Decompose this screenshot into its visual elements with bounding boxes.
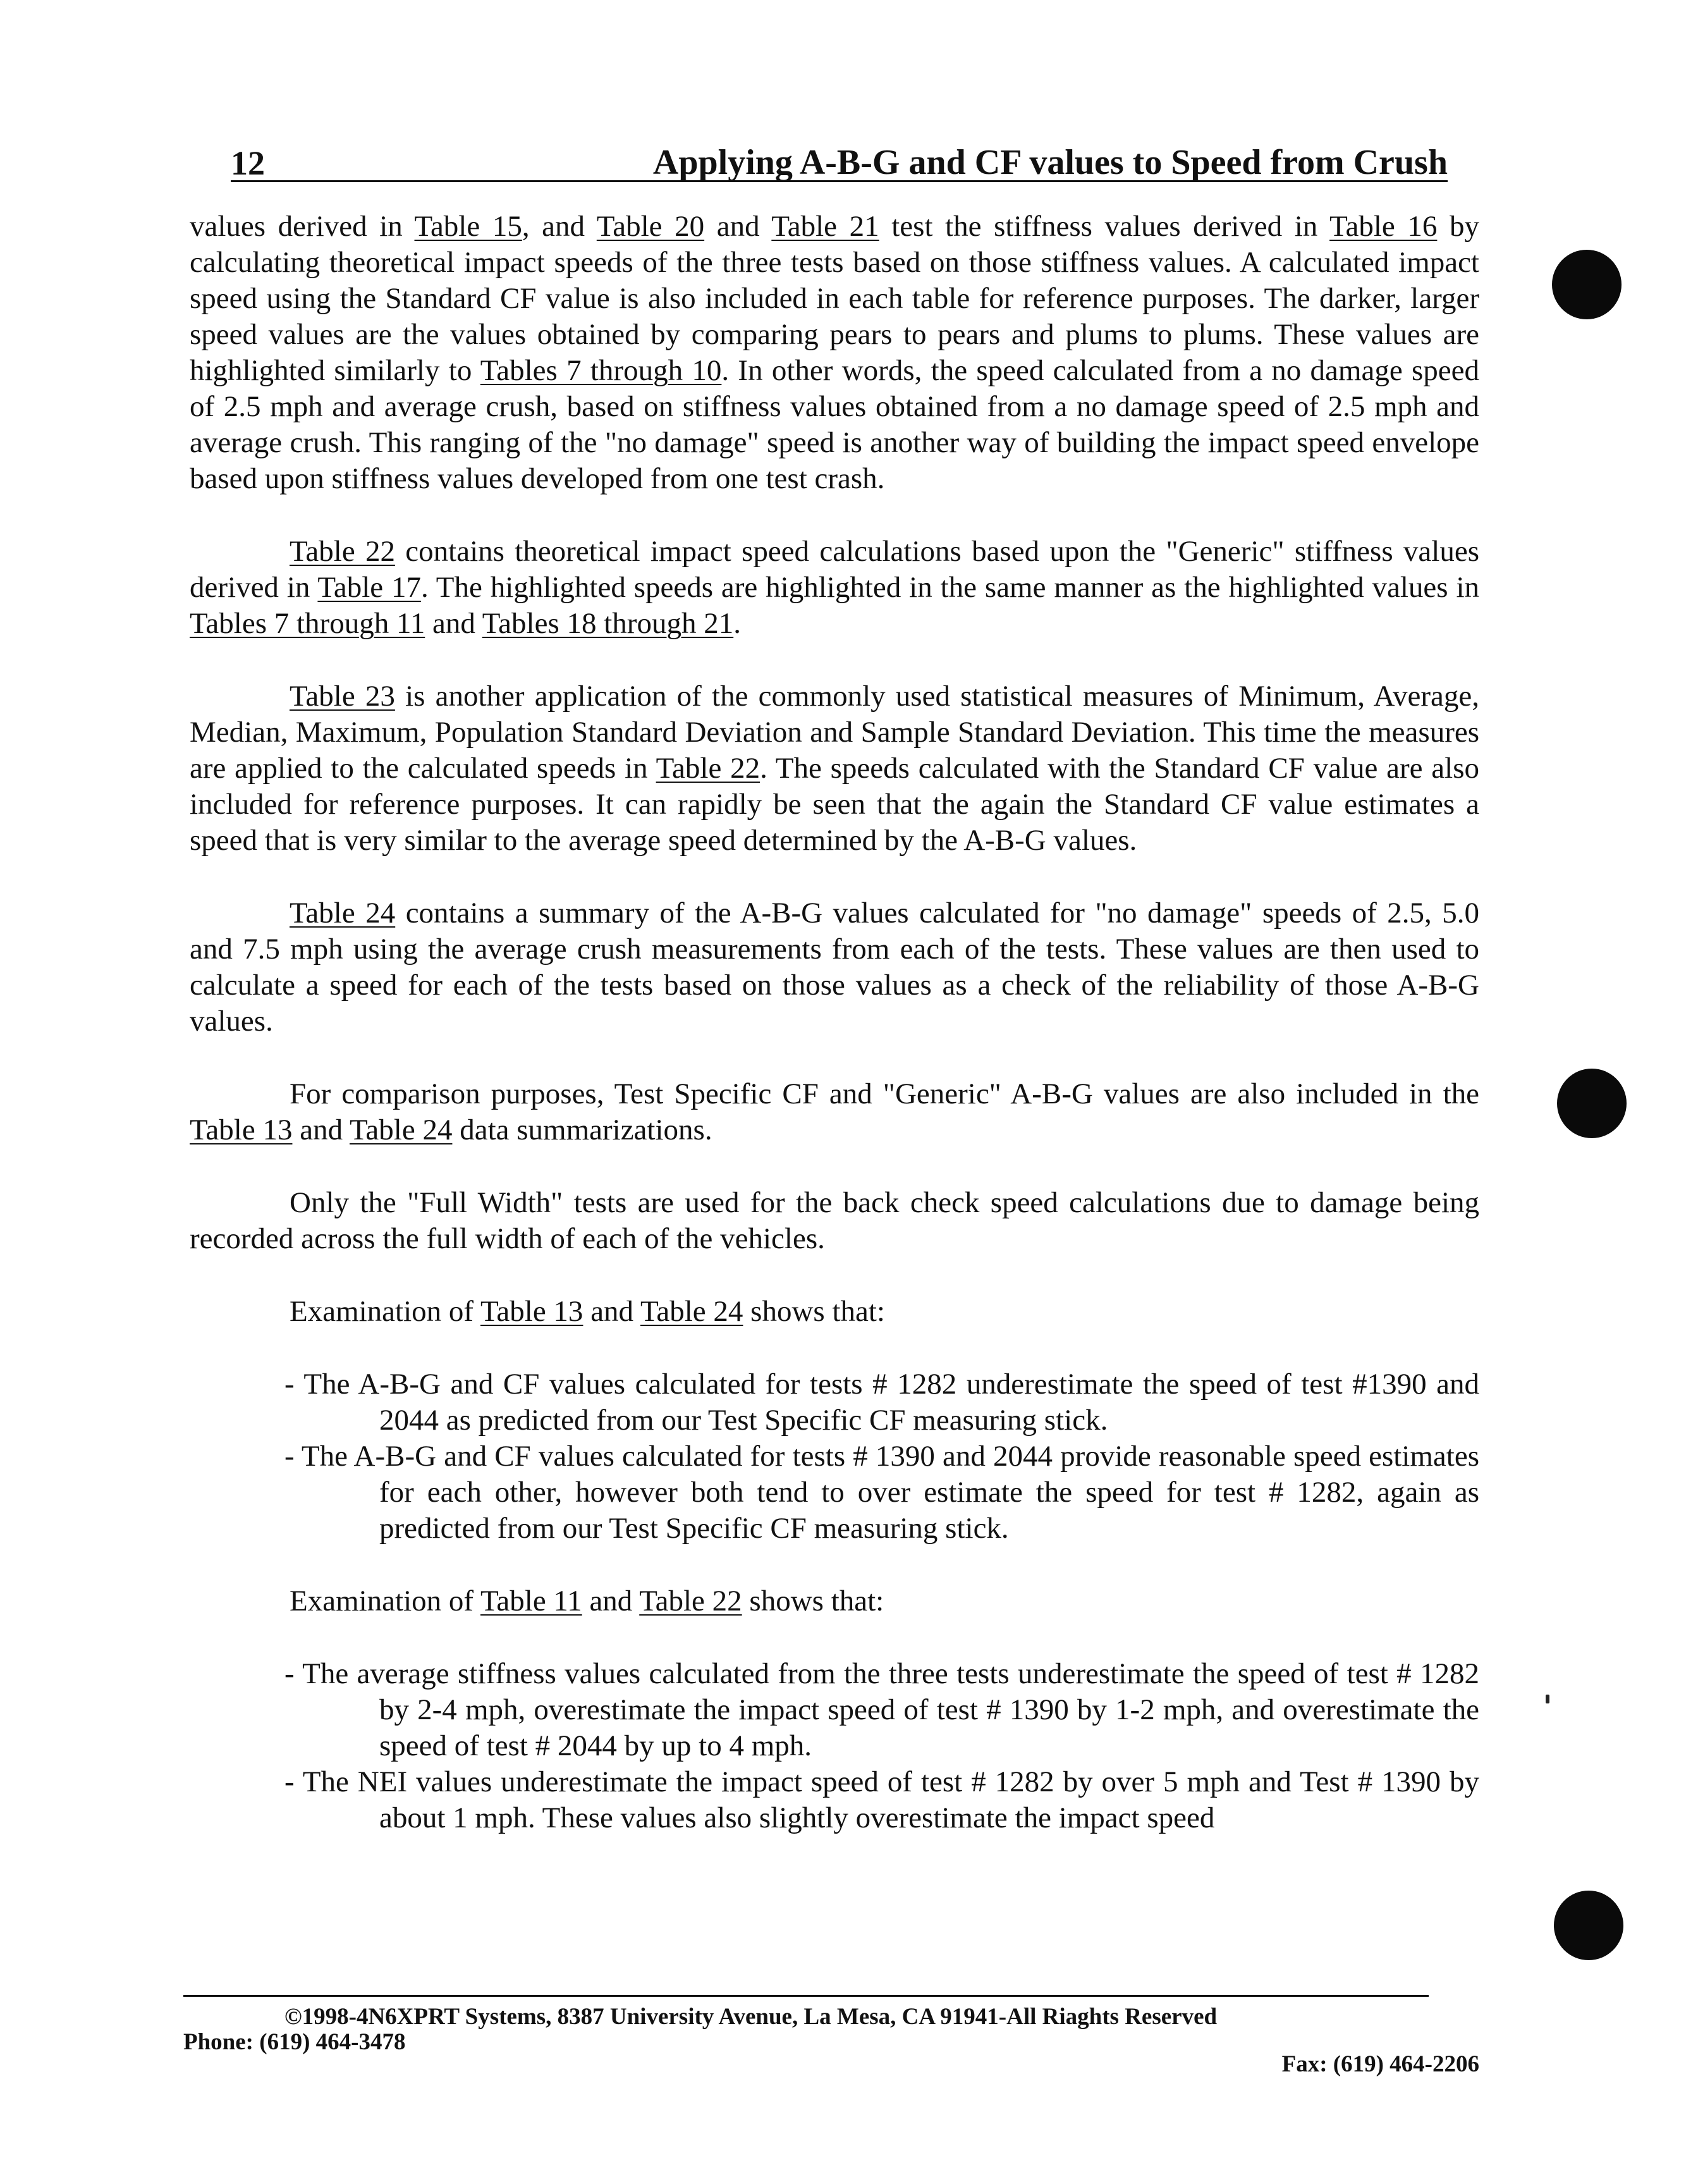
copyright-line: ©1998-4N6XPRT Systems, 8387 University Avenue, La Mesa, CA 91941-All Riaghts Reserved	[284, 2004, 1218, 2030]
text-run: data summarizations.	[452, 1113, 712, 1146]
list-item: - The NEI values underestimate the impact speed of test # 1282 by over 5 mph and Test # 1390 by about 1 mph. These values also slightly overestimate the impact speed	[284, 1765, 1479, 1834]
text-run: and	[425, 607, 482, 640]
paragraph-5	[190, 1076, 1479, 1148]
paragraph-1	[190, 209, 1479, 497]
page-number: 12	[231, 144, 265, 182]
table-reference: Table 22	[639, 1585, 742, 1617]
text-run: and	[292, 1113, 350, 1146]
binder-hole-top	[1552, 250, 1622, 319]
text-run: is another application of the commonly used statistical measures of Minimum, Average, Median, Maximum, Population Standard Deviation and Sample Standard Deviation. This time the measures are applied to the calculated speeds in	[190, 680, 1479, 785]
table-reference: Table 24	[640, 1295, 743, 1328]
table-reference: Table 17	[317, 571, 422, 604]
table-reference: Table 13	[480, 1295, 583, 1328]
table-reference: Table 23	[290, 680, 395, 713]
text-run: contains a summary of the A-B-G values calculated for "no damage" speeds of 2.5, 5.0 and 7.5 mph using the average crush measurements from each of the tests. These values are then used to calculate a speed for each of the tests based on those values as a check of the reliability of those A-B-G values.	[190, 897, 1479, 1038]
paragraph-4	[190, 895, 1479, 1040]
text-run: shows that:	[743, 1295, 885, 1328]
paragraph-2	[190, 534, 1479, 642]
table-reference: Table 11	[480, 1585, 582, 1617]
table-reference: Table 21	[771, 210, 879, 243]
text-run: , and	[522, 210, 597, 243]
table-reference: Table 24	[349, 1113, 453, 1146]
text-run: and	[704, 210, 772, 243]
table-reference: Table 13	[190, 1113, 293, 1146]
table-reference: Tables 7 through 11	[190, 607, 425, 640]
text-run: by calculating theoretical impact speeds of the three tests based on those stiffness values. A calculated impact speed using the Standard CF value is also included in each table for reference purposes. The darker, larger speed values are the values obtained by comparing pears to pears and plums to plums. These values are highlighted similarly to	[190, 210, 1479, 387]
text-run: and	[583, 1295, 640, 1328]
text-run: shows that:	[742, 1585, 884, 1617]
text-run: Only the "Full Width" tests are used for the back check speed calculations due to damage being recorded across the full width of each of the vehicles.	[190, 1186, 1479, 1255]
text-run: Examination of	[290, 1295, 480, 1328]
list-item: - The average stiffness values calculated from the three tests underestimate the speed of test # 1282 by 2-4 mph, overestimate the impact speed of test # 1390 by 1-2 mph, and overestimate the speed of test # 2044 by up to 4 mph.	[284, 1657, 1479, 1762]
binder-hole-middle	[1557, 1069, 1627, 1138]
table-reference: Table 24	[290, 897, 396, 929]
binder-hole-bottom	[1554, 1891, 1623, 1960]
text-run: For comparison purposes, Test Specific CF and "Generic" A-B-G values are also included in the	[290, 1077, 1479, 1110]
text-run: .	[733, 607, 741, 640]
table-reference: Table 22	[656, 752, 760, 785]
page-header	[231, 136, 1448, 182]
body-text	[190, 209, 1479, 1873]
list-item: - The A-B-G and CF values calculated for tests # 1282 underestimate the speed of test #1390 and 2044 as predicted from our Test Specific CF measuring stick.	[284, 1368, 1479, 1437]
findings-list-2	[190, 1656, 1479, 1836]
text-run: Examination of	[290, 1585, 480, 1617]
scan-speck	[1546, 1695, 1549, 1703]
text-run: . The highlighted speeds are highlighted in the same manner as the highlighted values in	[421, 571, 1479, 604]
paragraph-3	[190, 678, 1479, 859]
text-run: test the stiffness values derived in	[879, 210, 1330, 243]
list-item: - The A-B-G and CF values calculated for tests # 1390 and 2044 provide reasonable speed estimates for each other, however both tend to over estimate the speed for test # 1282, again as predicted from our Test Specific CF measuring stick.	[284, 1440, 1479, 1545]
fax-number: Fax: (619) 464-2206	[1281, 2051, 1479, 2077]
examination-lead-2	[290, 1583, 1479, 1619]
table-reference: Table 20	[596, 210, 705, 243]
table-reference: Table 22	[290, 535, 396, 568]
table-reference: Tables 18 through 21	[482, 607, 734, 640]
text-run: values derived in	[190, 210, 415, 243]
running-title: Applying A-B-G and CF values to Speed from Crush	[652, 143, 1448, 182]
paragraph-6	[190, 1185, 1479, 1257]
table-reference: Table 15	[414, 210, 522, 243]
table-reference: Tables 7 through 10	[480, 354, 722, 387]
table-reference: Table 16	[1329, 210, 1438, 243]
text-run: . The speeds calculated with the Standard CF value are also included for reference purposes. It can rapidly be seen that the again the Standard CF value estimates a speed that is very similar to the average speed determined by the A-B-G values.	[190, 752, 1479, 857]
examination-lead-1	[290, 1294, 1479, 1330]
text-run: . In other words, the speed calculated from a no damage speed of 2.5 mph and average crush, based on stiffness values obtained from a no damage speed of 2.5 mph and average crush. This ranging of the "no damage" speed is another way of building the impact speed envelope based upon stiffness values developed from one test crash.	[190, 354, 1479, 495]
text-run: and	[582, 1585, 640, 1617]
footer-rule	[183, 1995, 1429, 1997]
findings-list-1	[190, 1366, 1479, 1547]
phone-number: Phone: (619) 464-3478	[183, 2029, 406, 2055]
text-run: contains theoretical impact speed calculations based upon the "Generic" stiffness values derived in	[190, 535, 1479, 604]
